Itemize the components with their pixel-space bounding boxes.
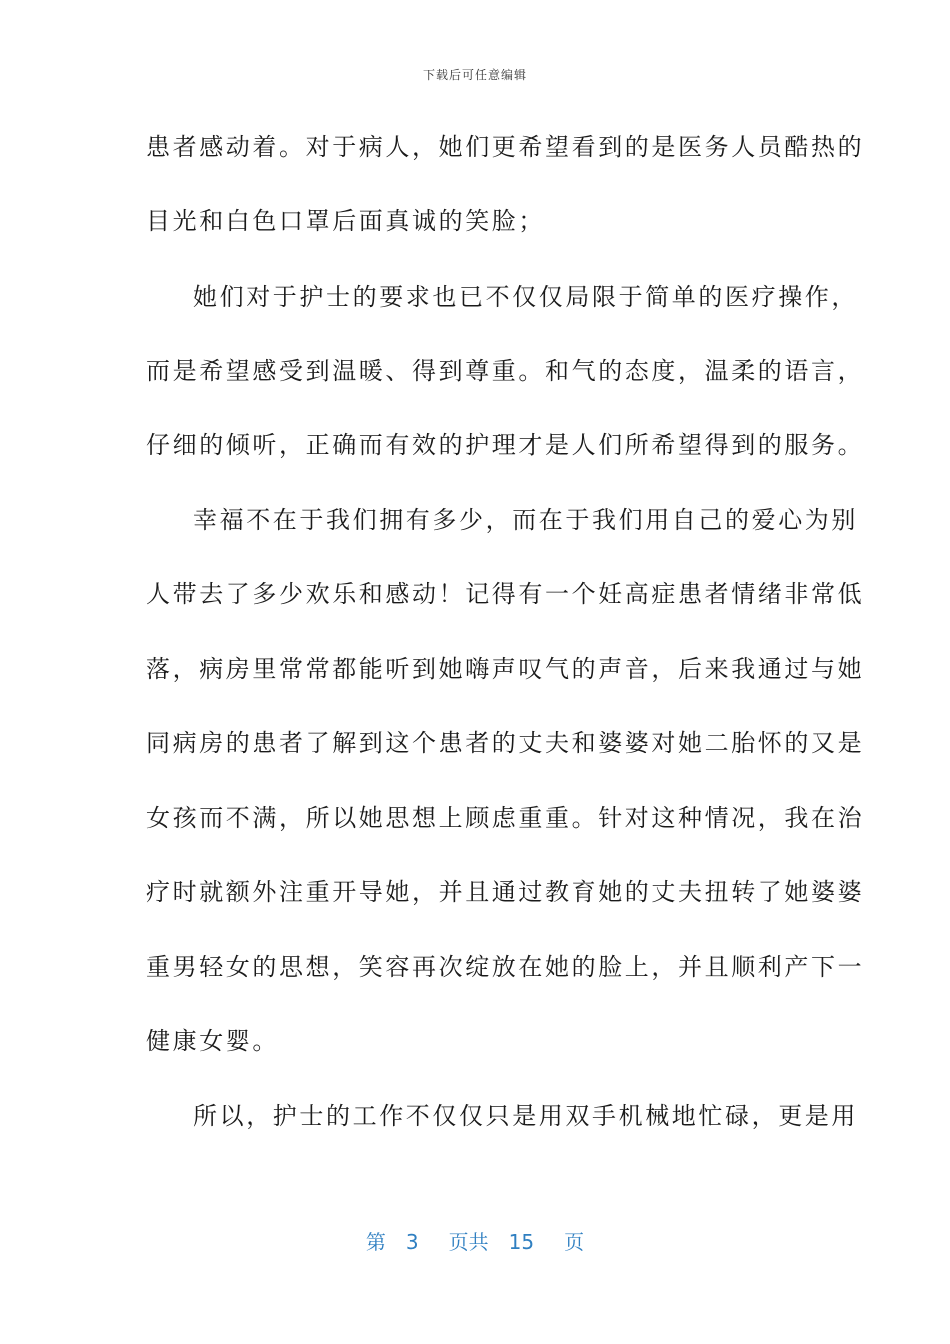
text-line: 落，病房里常常都能听到她嗨声叹气的声音，后来我通过与她: [146, 655, 865, 683]
text-line: 同病房的患者了解到这个患者的丈夫和婆婆对她二胎怀的又是: [146, 729, 865, 757]
text-line: 健康女婴。: [146, 1027, 279, 1055]
text-line: 疗时就额外注重开导她，并且通过教育她的丈夫扭转了她婆婆: [146, 878, 865, 906]
page-total: 15: [508, 1230, 535, 1254]
text-line: 患者感动着。对于病人，她们更希望看到的是医务人员酷热的: [146, 133, 865, 161]
text-line: 所以，护士的工作不仅仅只是用双手机械地忙碌，更是用: [193, 1102, 858, 1130]
text-line: 目光和白色口罩后面真诚的笑脸；: [146, 207, 545, 235]
page-suffix: 页: [564, 1230, 585, 1254]
page-header-note: 下载后可任意编辑: [422, 68, 527, 82]
page-number-footer: [0, 1226, 950, 1255]
text-line: 她们对于护士的要求也已不仅仅局限于简单的医疗操作，: [193, 283, 858, 311]
text-line: 女孩而不满，所以她思想上顾虑重重。针对这种情况，我在治: [146, 804, 865, 832]
page-middle: 页共: [448, 1230, 489, 1254]
page-prefix: 第: [365, 1230, 386, 1254]
text-line: 而是希望感受到温暖、得到尊重。和气的态度，温柔的语言，: [146, 357, 865, 385]
text-line: 幸福不在于我们拥有多少，而在于我们用自己的爱心为别: [193, 506, 858, 534]
text-line: 仔细的倾听，正确而有效的护理才是人们所希望得到的服务。: [146, 431, 865, 459]
text-line: 重男轻女的思想，笑容再次绽放在她的脸上，并且顺利产下一: [146, 953, 865, 981]
text-line: 人带去了多少欢乐和感动！记得有一个妊高症患者情绪非常低: [146, 580, 865, 608]
page-current: 3: [405, 1230, 419, 1254]
